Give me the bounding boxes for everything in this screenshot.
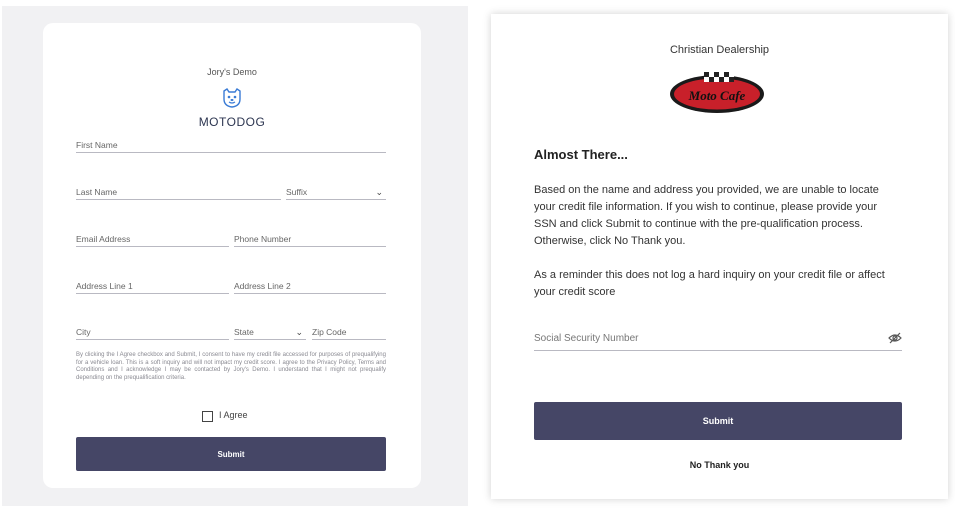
page-title: Almost There...	[534, 147, 628, 162]
phone-input[interactable]	[234, 232, 386, 247]
dealer-name: Jory's Demo	[207, 67, 257, 77]
address-line-1-placeholder: Address Line 1	[76, 281, 133, 291]
first-name-placeholder: First Name	[76, 140, 118, 150]
last-name-placeholder: Last Name	[76, 187, 118, 197]
city-input[interactable]	[76, 325, 229, 340]
ssn-placeholder: Social Security Number	[534, 333, 639, 344]
moto-cafe-logo	[668, 70, 766, 121]
zip-code-placeholder: Zip Code	[312, 327, 347, 337]
agree-label: I Agree	[219, 410, 248, 420]
consent-disclaimer: By clicking the I Agree checkbox and Submit, I consent to have my credit file accessed for purposes of prequalifying for a vehicle loan. This is a soft inquiry and will not impact my credit score. I agree to the Privacy Policy, Terms and Conditions and I acknowledge I may be contacted by Jory's Demo. I understand that I might not prequalify depending on the prequalification criteria.	[76, 352, 386, 381]
address-line-1-input[interactable]	[76, 279, 229, 294]
suffix-select[interactable]	[286, 185, 386, 200]
email-input[interactable]	[76, 232, 229, 247]
zip-code-input[interactable]	[312, 325, 386, 340]
state-select[interactable]	[234, 325, 306, 340]
prequal-submit-button[interactable]: Submit	[76, 437, 386, 471]
city-placeholder: City	[76, 327, 91, 337]
no-thank-you-link[interactable]: No Thank you	[689, 460, 750, 470]
state-placeholder: State	[234, 327, 254, 337]
ssn-submit-button[interactable]: Submit	[534, 402, 902, 440]
phone-placeholder: Phone Number	[234, 234, 292, 244]
agree-checkbox[interactable]	[202, 411, 213, 422]
address-line-2-input[interactable]	[234, 279, 386, 294]
address-line-2-placeholder: Address Line 2	[234, 281, 291, 291]
chevron-down-icon: ⌄	[375, 187, 383, 197]
motodog-logo-text: MOTODOG	[198, 115, 266, 129]
eye-hidden-icon[interactable]	[888, 331, 902, 352]
motodog-dog-icon	[43, 87, 421, 114]
first-name-input[interactable]	[76, 138, 386, 153]
ssn-input[interactable]	[534, 330, 902, 351]
suffix-placeholder: Suffix	[286, 187, 308, 197]
explanation-text: Based on the name and address you provided, we are unable to locate your credit file information. If you wish to continue, please provide your SSN and click Submit to continue with the pre-qualification process. Otherwise, click No Thank you.	[534, 184, 879, 247]
logo-text: Moto Cafe	[688, 88, 746, 103]
reminder-text: As a reminder this does not log a hard inquiry on your credit file or affect your credit score	[534, 269, 885, 298]
last-name-input[interactable]	[76, 185, 281, 200]
chevron-down-icon: ⌄	[295, 327, 303, 337]
email-placeholder: Email Address	[76, 234, 131, 244]
dealer-name: Christian Dealership	[669, 44, 770, 56]
